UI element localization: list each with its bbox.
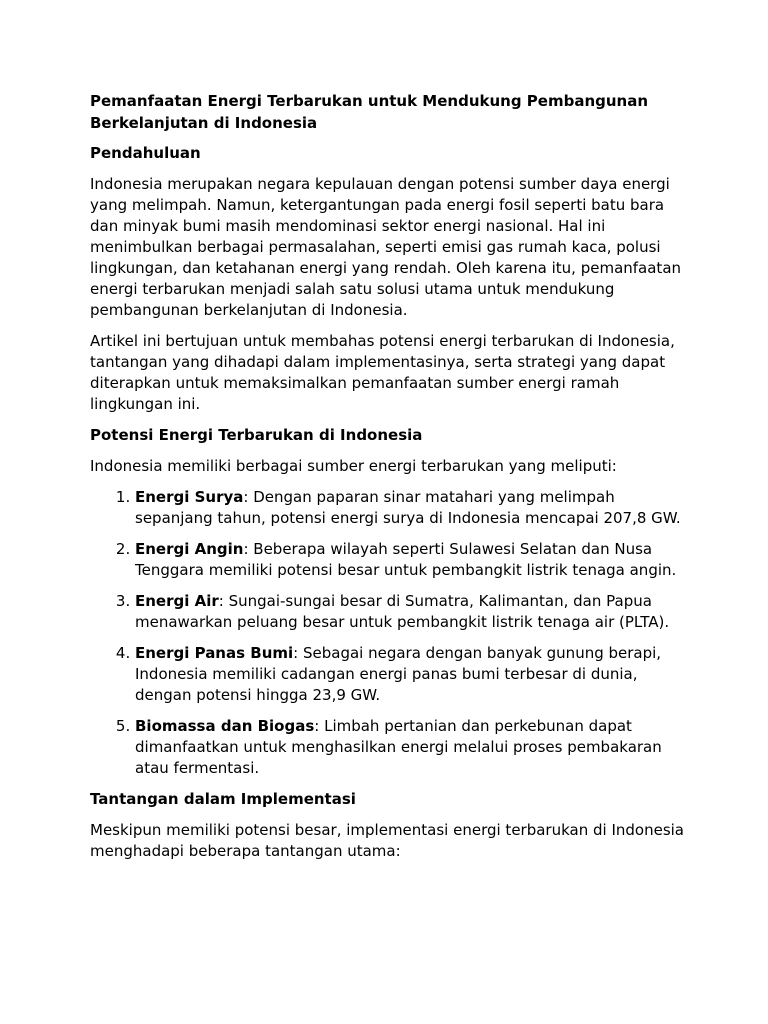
challenges-heading: Tantangan dalam Implementasi: [90, 790, 356, 808]
list-item-text: : Beberapa wilayah seperti Sulawesi Selatan dan Nusa Tenggara memiliki potensi besar untuk pembangkit listrik tenaga angin.: [135, 540, 677, 579]
intro-heading: Pendahuluan: [90, 144, 201, 162]
list-item-text: : Sungai-sungai besar di Sumatra, Kalimantan, dan Papua menawarkan peluang besar untuk pembangkit listrik tenaga air (PLTA).: [135, 592, 670, 631]
list-item-term: Energi Angin: [135, 540, 244, 558]
list-item-term: Energi Air: [135, 592, 219, 610]
list-item-text: : Sebagai negara dengan banyak gunung berapi, Indonesia memiliki cadangan energi panas bumi terbesar di dunia, dengan potensi hingga 23,9 GW.: [135, 644, 662, 704]
list-item-text: : Dengan paparan sinar matahari yang melimpah sepanjang tahun, potensi energi surya di Indonesia mencapai 207,8 GW.: [135, 488, 681, 527]
potential-list: [90, 487, 690, 779]
list-item-term: Biomassa dan Biogas: [135, 717, 315, 735]
intro-paragraph: Artikel ini bertujuan untuk membahas potensi energi terbarukan di Indonesia, tantangan yang dihadapi dalam implementasinya, serta strategi yang dapat diterapkan untuk memaksimalkan pemanfaatan sumber energi ramah lingkungan ini.: [90, 332, 675, 413]
list-item: [135, 591, 690, 633]
list-item: [135, 716, 690, 779]
list-item: [135, 643, 690, 706]
list-item: [135, 539, 690, 581]
list-item: [135, 487, 690, 529]
list-item-term: Energi Surya: [135, 488, 244, 506]
document-title: Pemanfaatan Energi Terbarukan untuk Mendukung Pembangunan Berkelanjutan di Indonesia: [90, 92, 649, 132]
challenges-lead: Meskipun memiliki potensi besar, implementasi energi terbarukan di Indonesia menghadapi beberapa tantangan utama:: [90, 821, 684, 860]
list-item-term: Energi Panas Bumi: [135, 644, 294, 662]
potential-heading: Potensi Energi Terbarukan di Indonesia: [90, 426, 423, 444]
intro-paragraph: Indonesia merupakan negara kepulauan dengan potensi sumber daya energi yang melimpah. Namun, ketergantungan pada energi fosil seperti batu bara dan minyak bumi masih mendominasi sektor energi nasional. Hal ini menimbulkan berbagai permasalahan, seperti emisi gas rumah kaca, polusi lingkungan, dan ketahanan energi yang rendah. Oleh karena itu, pemanfaatan energi terbarukan menjadi salah satu solusi utama untuk mendukung pembangunan berkelanjutan di Indonesia.: [90, 175, 682, 319]
potential-lead: Indonesia memiliki berbagai sumber energi terbarukan yang meliputi:: [90, 457, 617, 475]
list-item-text: : Limbah pertanian dan perkebunan dapat dimanfaatkan untuk menghasilkan energi melalui proses pembakaran atau fermentasi.: [135, 717, 662, 777]
document-page: [90, 90, 690, 872]
